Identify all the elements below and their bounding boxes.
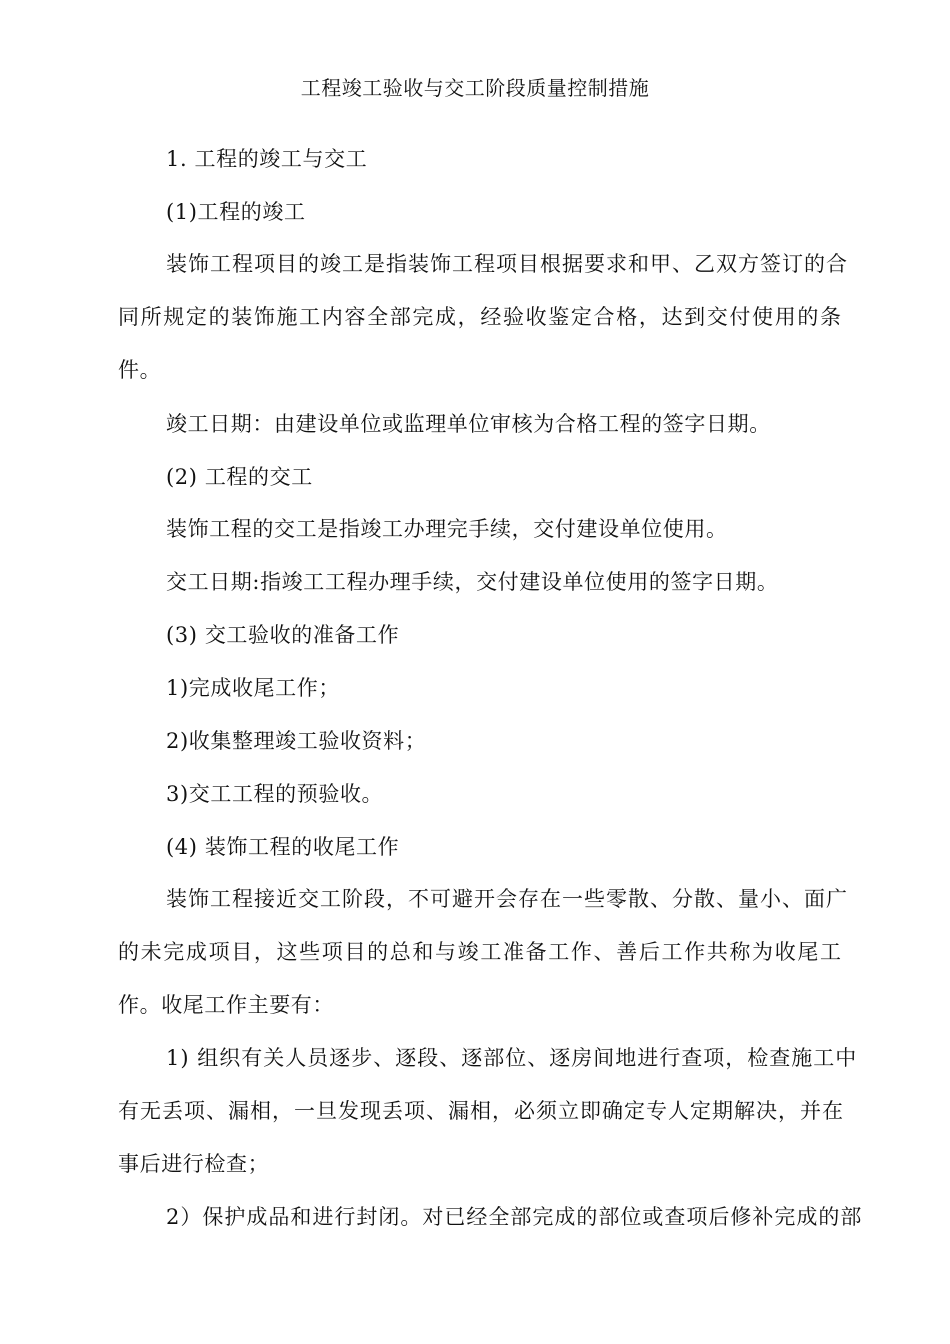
paragraph-line: 装饰工程的交工是指竣工办理完手续，交付建设单位使用。 [166, 517, 728, 541]
paragraph-line: 装饰工程接近交工阶段，不可避开会存在一些零散、分散、量小、面广 [166, 887, 848, 911]
paragraph-line: 作。收尾工作主要有： [118, 993, 334, 1017]
paragraph-line: 2）保护成品和进行封闭。对已经全部完成的部位或查项后修补完成的部 [166, 1205, 863, 1229]
list-item: 2)收集整理竣工验收资料； [166, 729, 427, 753]
subsection-heading-2: (2) 工程的交工 [166, 465, 313, 489]
paragraph-line: 竣工日期：由建设单位或监理单位审核为合格工程的签字日期。 [166, 412, 771, 436]
subsection-heading-3: (3) 交工验收的准备工作 [166, 623, 400, 647]
paragraph-line: 事后进行检查； [118, 1152, 270, 1176]
list-item: 1)完成收尾工作； [166, 676, 340, 700]
subsection-heading-1: (1)工程的竣工 [166, 200, 306, 224]
list-item: 3)交工工程的预验收。 [166, 782, 384, 806]
subsection-heading-4: (4) 装饰工程的收尾工作 [166, 835, 400, 859]
section-heading-1: 1. 工程的竣工与交工 [166, 147, 368, 171]
document-title: 工程竣工验收与交工阶段质量控制措施 [300, 76, 650, 100]
paragraph-line: 有无丢项、漏相，一旦发现丢项、漏相，必须立即确定专人定期解决，并在 [118, 1099, 844, 1123]
paragraph-line: 的未完成项目，这些项目的总和与竣工准备工作、善后工作共称为收尾工 [118, 940, 842, 964]
paragraph-line: 同所规定的装饰施工内容全部完成，经验收鉴定合格，达到交付使用的条 [118, 305, 842, 329]
paragraph-line: 件。 [118, 358, 162, 382]
paragraph-line: 交工日期:指竣工工程办理手续，交付建设单位使用的签字日期。 [166, 570, 779, 594]
paragraph-line: 装饰工程项目的竣工是指装饰工程项目根据要求和甲、乙双方签订的合 [166, 252, 848, 276]
paragraph-line: 1) 组织有关人员逐步、逐段、逐部位、逐房间地进行查项，检查施工中 [166, 1046, 858, 1070]
